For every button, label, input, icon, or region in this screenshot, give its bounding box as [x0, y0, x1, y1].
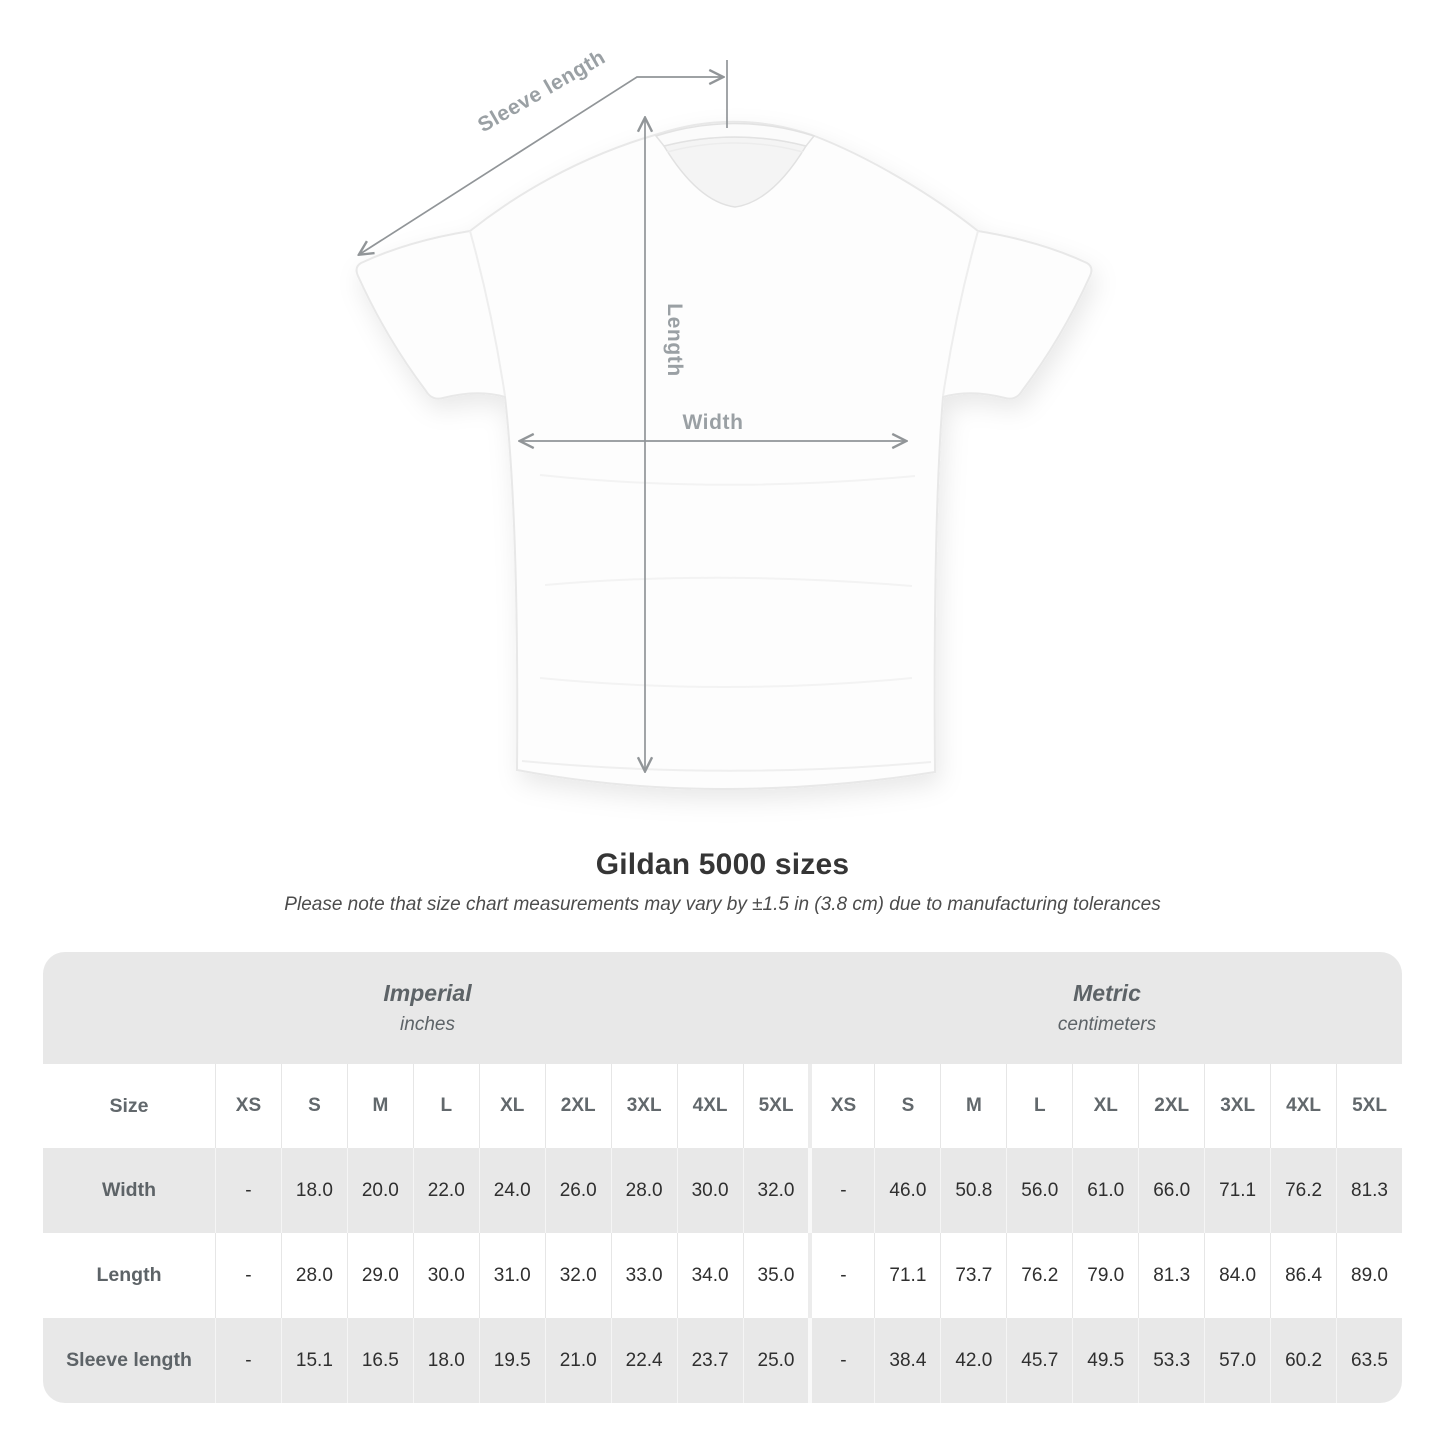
imperial-xs-value: -	[215, 1148, 281, 1233]
imperial-xs-value: -	[215, 1233, 281, 1318]
imperial-2xl-value: 32.0	[545, 1233, 611, 1318]
imperial-s-value: 18.0	[281, 1148, 347, 1233]
imperial-l-value: 18.0	[413, 1318, 479, 1403]
imperial-3xl-value: 28.0	[611, 1148, 677, 1233]
metric-xl-value: 79.0	[1072, 1233, 1138, 1318]
page-title: Gildan 5000 sizes	[595, 848, 850, 881]
imperial-l-value: 30.0	[413, 1233, 479, 1318]
metric-3xl-value: 84.0	[1204, 1233, 1270, 1318]
table-row-length	[43, 1233, 1402, 1318]
tshirt-graphic	[357, 122, 1092, 789]
metric-m-value: 73.7	[940, 1233, 1006, 1318]
metric-header-group	[812, 952, 1402, 1064]
metric-label: Metric	[1073, 980, 1141, 1006]
imperial-s-value: 28.0	[281, 1233, 347, 1318]
imperial-m-value: 29.0	[347, 1233, 413, 1318]
size-header-metric-2xl: 2XL	[1138, 1064, 1204, 1148]
table-body	[43, 1148, 1402, 1403]
metric-4xl-value: 60.2	[1270, 1318, 1336, 1403]
width-label: Width	[682, 411, 744, 434]
metric-4xl-value: 76.2	[1270, 1148, 1336, 1233]
size-header-metric-3xl: 3XL	[1204, 1064, 1270, 1148]
metric-5xl-value: 89.0	[1336, 1233, 1402, 1318]
imperial-5xl-value: 25.0	[743, 1318, 809, 1403]
size-header-imperial-xs: XS	[215, 1064, 281, 1148]
metric-xs-value: -	[808, 1233, 874, 1318]
size-header-imperial-l: L	[413, 1064, 479, 1148]
tshirt-body	[357, 122, 1092, 789]
imperial-4xl-value: 34.0	[677, 1233, 743, 1318]
metric-2xl-value: 53.3	[1138, 1318, 1204, 1403]
metric-5xl-value: 81.3	[1336, 1148, 1402, 1233]
size-header-row	[43, 1064, 1402, 1148]
size-header-imperial-4xl: 4XL	[677, 1064, 743, 1148]
metric-s-value: 38.4	[874, 1318, 940, 1403]
imperial-4xl-value: 30.0	[677, 1148, 743, 1233]
imperial-4xl-value: 23.7	[677, 1318, 743, 1403]
metric-xs-value: -	[808, 1148, 874, 1233]
units-header-band	[43, 952, 1402, 1064]
table-row-width	[43, 1148, 1402, 1233]
size-header-metric-s: S	[874, 1064, 940, 1148]
imperial-m-value: 20.0	[347, 1148, 413, 1233]
size-column-header: Size	[109, 1094, 149, 1117]
metric-m-value: 42.0	[940, 1318, 1006, 1403]
size-header-imperial-s: S	[281, 1064, 347, 1148]
size-header-imperial-5xl: 5XL	[743, 1064, 809, 1148]
metric-3xl-value: 57.0	[1204, 1318, 1270, 1403]
metric-m-value: 50.8	[940, 1148, 1006, 1233]
imperial-unit-label: inches	[400, 1014, 455, 1035]
imperial-xs-value: -	[215, 1318, 281, 1403]
metric-xs-value: -	[808, 1318, 874, 1403]
metric-xl-value: 61.0	[1072, 1148, 1138, 1233]
metric-unit-label: centimeters	[1057, 1014, 1157, 1035]
metric-xl-value: 49.5	[1072, 1318, 1138, 1403]
metric-s-value: 46.0	[874, 1148, 940, 1233]
imperial-l-value: 22.0	[413, 1148, 479, 1233]
imperial-m-value: 16.5	[347, 1318, 413, 1403]
metric-4xl-value: 86.4	[1270, 1233, 1336, 1318]
size-header-metric-5xl: 5XL	[1336, 1064, 1402, 1148]
size-header-metric-m: M	[940, 1064, 1006, 1148]
imperial-2xl-value: 21.0	[545, 1318, 611, 1403]
imperial-xl-value: 31.0	[479, 1233, 545, 1318]
imperial-header-group	[43, 952, 812, 1064]
imperial-5xl-value: 35.0	[743, 1233, 809, 1318]
imperial-3xl-value: 22.4	[611, 1318, 677, 1403]
metric-3xl-value: 71.1	[1204, 1148, 1270, 1233]
size-header-imperial-xl: XL	[479, 1064, 545, 1148]
sleeve-length-label: Sleeve length	[473, 45, 610, 138]
size-header-imperial-3xl: 3XL	[611, 1064, 677, 1148]
row-label: Width	[102, 1179, 156, 1201]
imperial-5xl-value: 32.0	[743, 1148, 809, 1233]
size-header-metric-l: L	[1006, 1064, 1072, 1148]
row-label: Length	[96, 1264, 162, 1286]
size-header-metric-xl: XL	[1072, 1064, 1138, 1148]
metric-s-value: 71.1	[874, 1233, 940, 1318]
metric-l-value: 45.7	[1006, 1318, 1072, 1403]
metric-2xl-value: 66.0	[1138, 1148, 1204, 1233]
size-header-imperial-2xl: 2XL	[545, 1064, 611, 1148]
size-chart-table	[43, 952, 1402, 1403]
metric-5xl-value: 63.5	[1336, 1318, 1402, 1403]
imperial-3xl-value: 33.0	[611, 1233, 677, 1318]
length-label: Length	[663, 303, 686, 377]
table-row-sleeve-length	[43, 1318, 1402, 1403]
imperial-xl-value: 24.0	[479, 1148, 545, 1233]
size-header-imperial-m: M	[347, 1064, 413, 1148]
metric-l-value: 76.2	[1006, 1233, 1072, 1318]
imperial-label: Imperial	[383, 980, 472, 1006]
size-header-metric-4xl: 4XL	[1270, 1064, 1336, 1148]
size-header-metric-xs: XS	[808, 1064, 874, 1148]
imperial-xl-value: 19.5	[479, 1318, 545, 1403]
metric-2xl-value: 81.3	[1138, 1233, 1204, 1318]
tolerance-note: Please note that size chart measurements may vary by ±1.5 in (3.8 cm) due to manufacturing tolerances	[284, 894, 1161, 915]
imperial-s-value: 15.1	[281, 1318, 347, 1403]
metric-l-value: 56.0	[1006, 1148, 1072, 1233]
imperial-2xl-value: 26.0	[545, 1148, 611, 1233]
row-label: Sleeve length	[66, 1349, 192, 1371]
